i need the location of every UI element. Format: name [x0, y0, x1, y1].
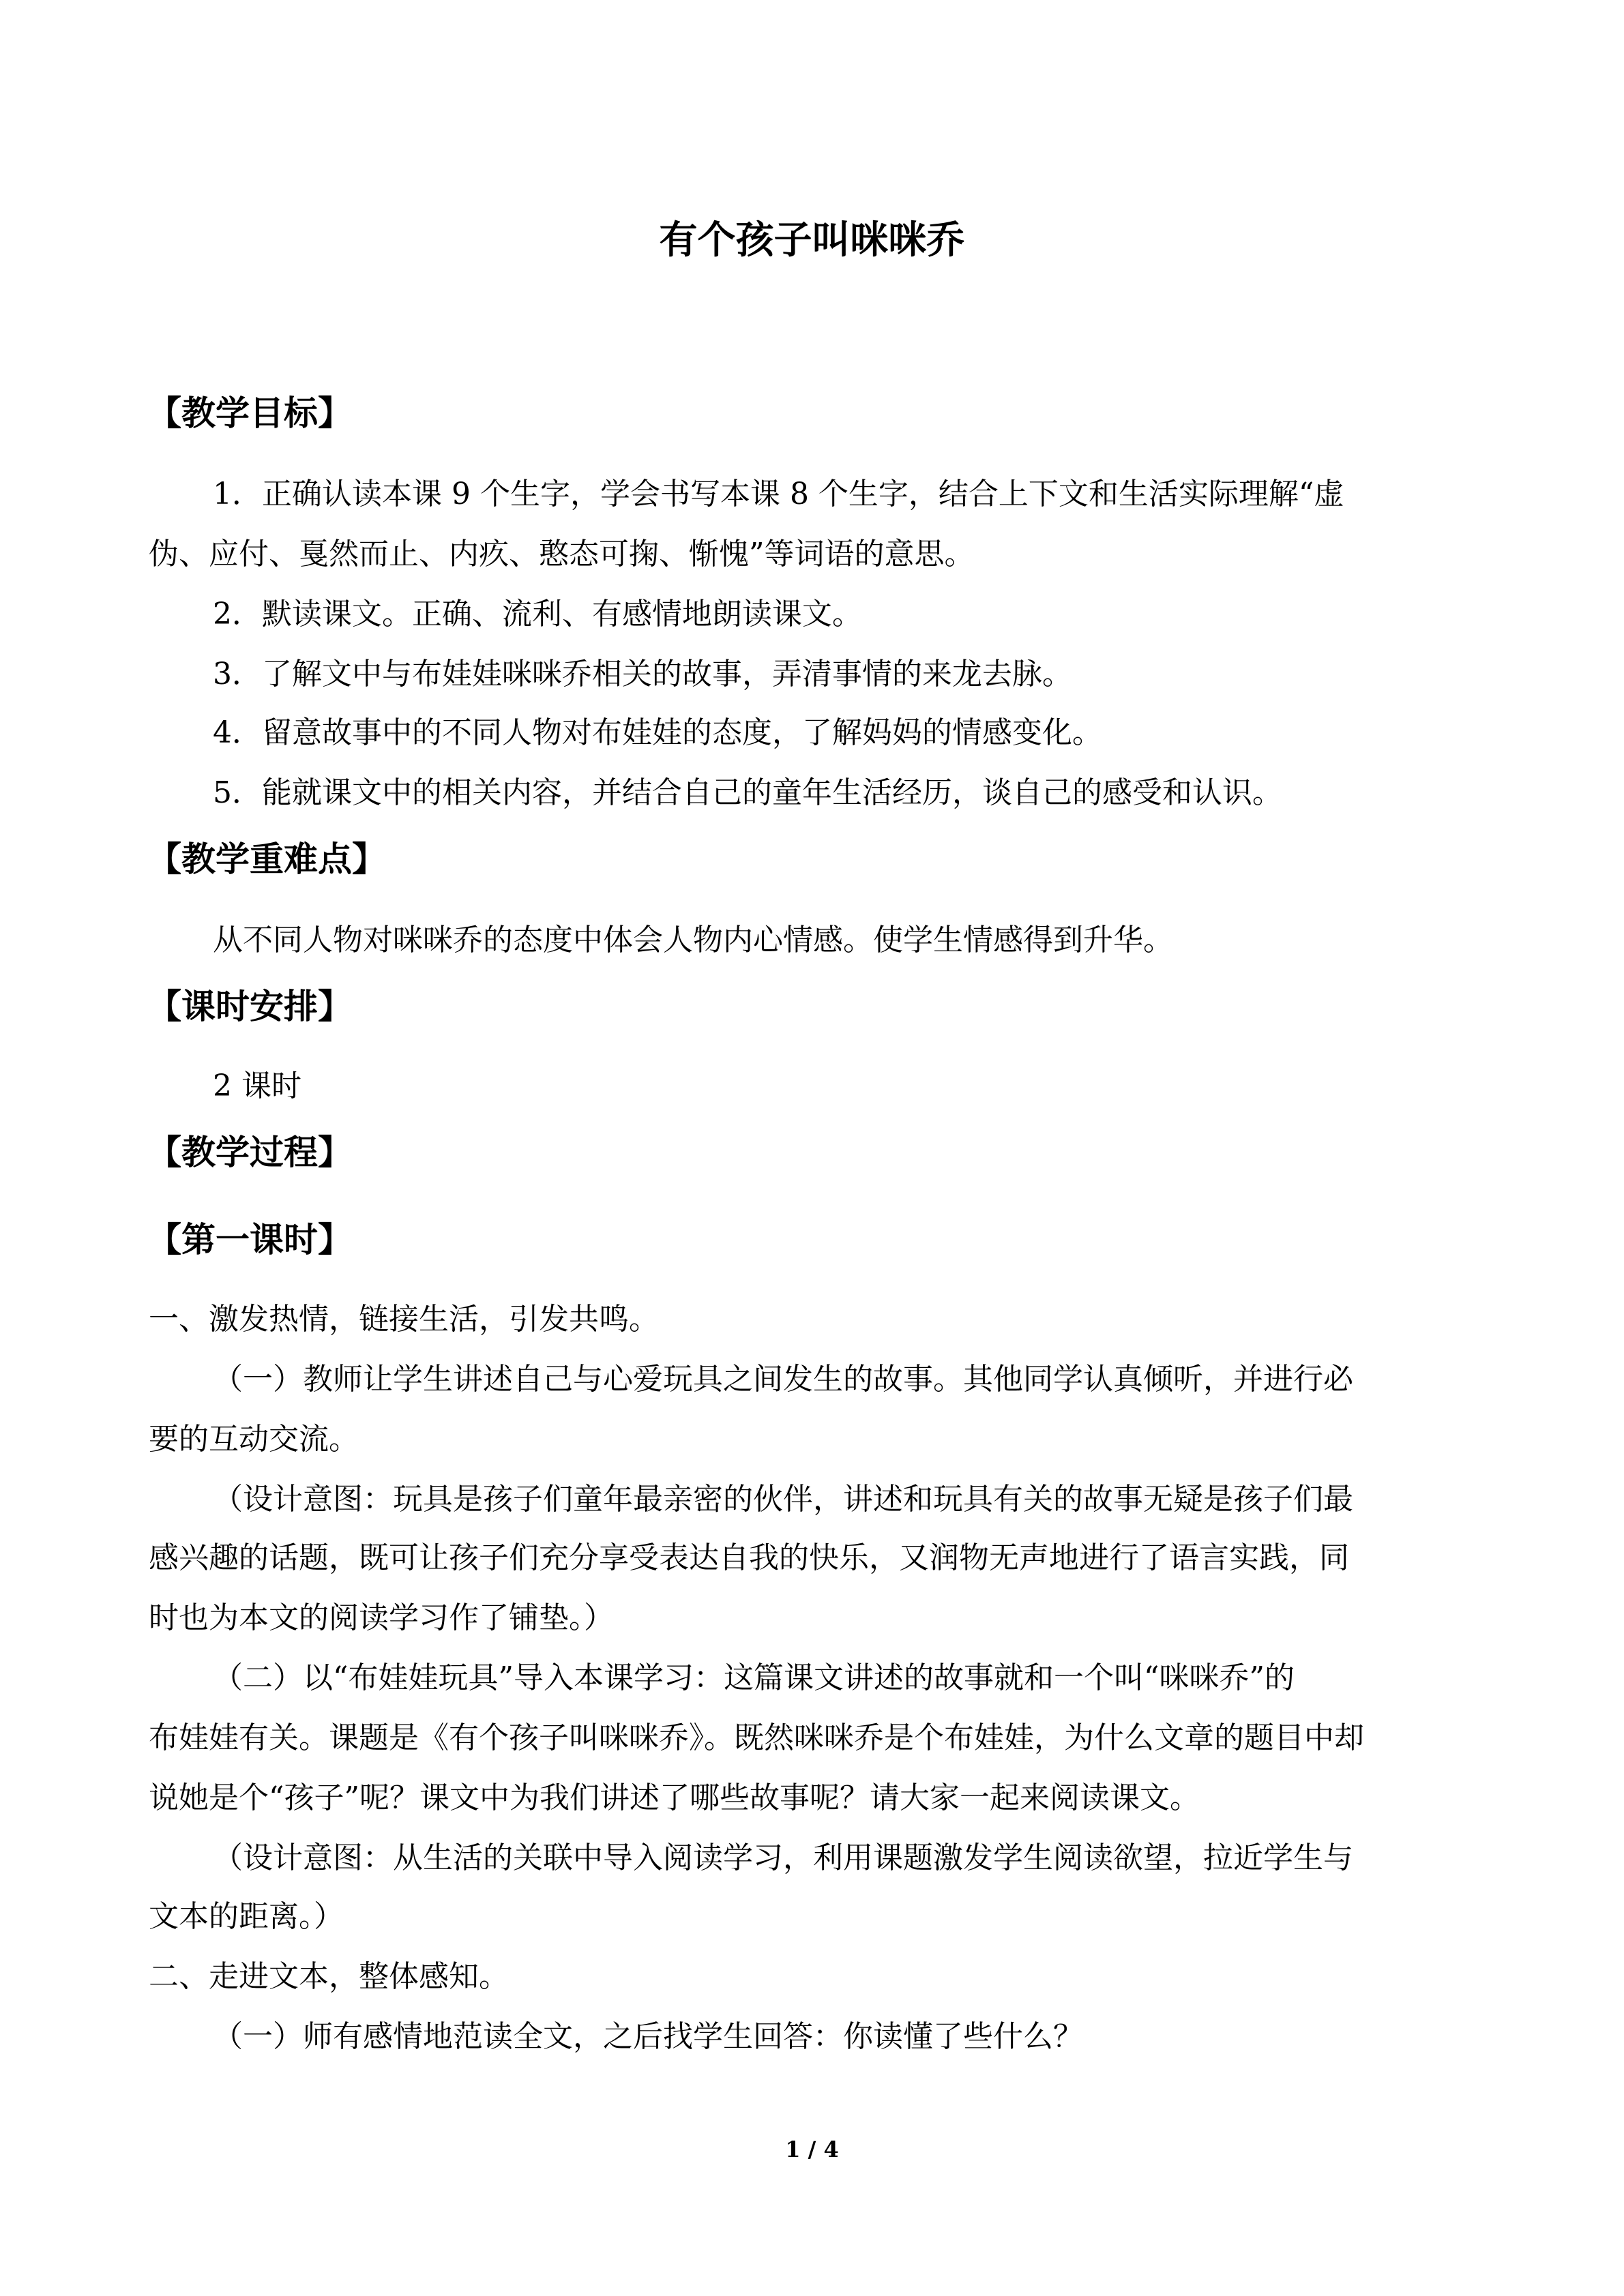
- paragraph-2-line-1: （设计意图：玩具是孩子们童年最亲密的伙伴，讲述和玩具有关的故事无疑是孩子们最: [213, 1482, 1353, 1517]
- goal-item-3: 3．了解文中与布娃娃咪咪乔相关的故事，弄清事情的来龙去脉。: [213, 657, 1072, 691]
- page-title: 有个孩子叫咪咪乔: [659, 218, 965, 263]
- goal-item-2: 2．默读课文。正确、流利、有感情地朗读课文。: [213, 597, 862, 631]
- heading-goals: 【教学目标】: [147, 393, 352, 433]
- heading-first-lesson: 【第一课时】: [147, 1220, 352, 1259]
- key-points-text: 从不同人物对咪咪乔的态度中体会人物内心情感。使学生情感得到升华。: [213, 923, 1173, 957]
- paragraph-1-line-1: （一）教师让学生讲述自己与心爱玩具之间发生的故事。其他同学认真倾听，并进行必: [213, 1362, 1353, 1397]
- paragraph-4-line-2: 文本的距离。）: [149, 1899, 344, 1934]
- goal-item-5: 5．能就课文中的相关内容，并结合自己的童年生活经历，谈自己的感受和认识。: [213, 775, 1282, 810]
- paragraph-2-line-3: 时也为本文的阅读学习作了铺垫。）: [149, 1600, 614, 1635]
- heading-schedule: 【课时安排】: [147, 987, 352, 1026]
- paragraph-5-line-1: （一）师有感情地范读全文，之后找学生回答：你读懂了些什么？: [213, 2019, 1083, 2054]
- paragraph-3-line-2: 布娃娃有关。课题是《有个孩子叫咪咪乔》。既然咪咪乔是个布娃娃，为什么文章的题目中却: [149, 1720, 1364, 1755]
- paragraph-3-line-3: 说她是个“孩子”呢？课文中为我们讲述了哪些故事呢？请大家一起来阅读课文。: [149, 1780, 1200, 1815]
- heading-key-points: 【教学重难点】: [147, 839, 386, 879]
- paragraph-4-line-1: （设计意图：从生活的关联中导入阅读学习，利用课题激发学生阅读欲望，拉近学生与: [213, 1840, 1353, 1875]
- page-indicator: 1 / 4: [785, 2136, 839, 2162]
- paragraph-1-line-2: 要的互动交流。: [149, 1422, 359, 1457]
- section-1-heading: 一、激发热情，链接生活，引发共鸣。: [149, 1302, 659, 1337]
- schedule-text: 2 课时: [213, 1069, 301, 1103]
- goal-item-4: 4．留意故事中的不同人物对布娃娃的态度，了解妈妈的情感变化。: [213, 715, 1102, 750]
- paragraph-2-line-2: 感兴趣的话题，既可让孩子们充分享受表达自我的快乐，又润物无声地进行了语言实践，同: [149, 1540, 1349, 1575]
- paragraph-3-line-1: （二）以“布娃娃玩具”导入本课学习：这篇课文讲述的故事就和一个叫“咪咪乔”的: [213, 1660, 1295, 1695]
- section-2-heading: 二、走进文本，整体感知。: [149, 1959, 509, 1994]
- heading-process: 【教学过程】: [147, 1133, 352, 1172]
- goal-item-1-line-2: 伪、应付、戛然而止、内疚、憨态可掬、惭愧”等词语的意思。: [149, 537, 975, 571]
- goal-item-1-line-1: 1．正确认读本课 9 个生字，学会书写本课 8 个生字，结合上下文和生活实际理解“虚: [213, 477, 1344, 511]
